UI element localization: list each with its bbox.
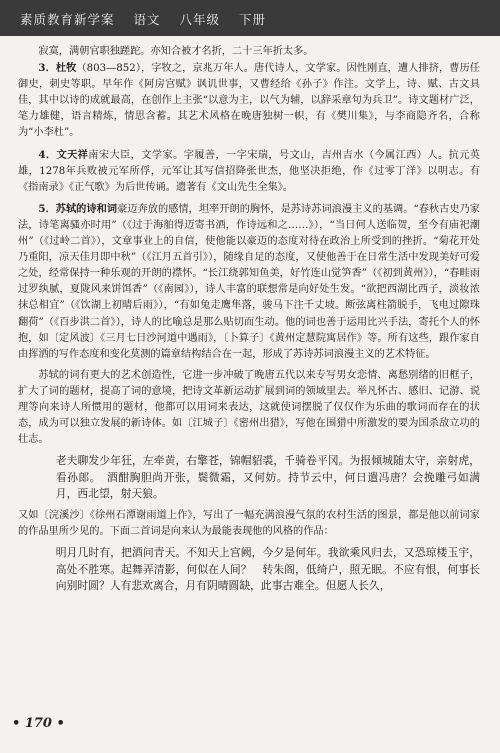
paragraph-wen-tianxiang-body: 南宋大臣，文学家。字履善，一字宋瑞，号文山，吉州吉水（今属江西）人。抗元英雄，1278年兵败被元军所俘，元军让其写信招降张世杰，他坚决拒绝，作《过零丁洋》以明志。有《指南录》《正气歌》为后世传诵。遗著有《文山先生全集》。 (18, 149, 480, 193)
section-heading-wen-tianxiang: 4．文天祥 (38, 148, 89, 161)
header-text (20, 10, 280, 28)
header-bar (0, 0, 500, 36)
paragraph-su-shi-poetry (18, 201, 480, 363)
paragraph-huanxisha: 又如〔浣溪沙〕《徐州石潭谢雨道上作》，写出了一幅充满浪漫气氛的农村生活的图景，都是他以前词家的作品里所少见的。下面二首词是向来认为最能表现他的风格的作品： (18, 510, 480, 538)
paragraph-wen-tianxiang (18, 147, 480, 196)
book-subject: 语文 (133, 12, 161, 27)
poem-shuidiaogetou: 明月几时有，把酒问青天。不知天上宫阙，今夕是何年。我欲乘风归去，又恐琼楼玉宇，高处不胜寒。起舞弄清影，何似在人间？ 转朱阁，低绮户，照无眠。不应有恨，何事长向别时圆？人有悲欢离合，月有阴晴圆缺，此事古难全。但愿人长久， (55, 546, 480, 593)
paragraph-su-shi-body: 豪迈奔放的感情，坦率开朗的胸怀，是苏诗苏词浪漫主义的基调。“春秋古史乃家法，诗笔离骚亦时用”（《过于海舶得迈寄书酒，作诗远和之……》），“当日何人送临贺，至今有庙祀潮州”（《过岭二首》），文章事业上的自信，使他能以豪迈的态度对待在政治上所受到的挫折。“菊花开处乃重阳，凉天佳月即中秋”（《江月五首引》），随缘自足的态度，又使他善于在日常生活中发现美好可爱之处，经常保持一种乐观的开朗的襟怀。“长江绕郭知鱼美，好竹连山觉笋香”（《初到黄州》），“春畦雨过罗纨腻，夏陇风来饼饵香”（《南园》），诗人丰富的联想常是向好处生发。“欲把西湖比西子，淡妆浓抹总相宜”（《饮湖上初晴后雨》），“有如兔走鹰隼落，骏马下注千丈坡。断弦离柱箭脱手，飞电过隙珠翻荷”（《百步洪二首》），诗人的比喻总是那么贴切而生动。他的词也善于运用比兴手法，寄托个人的怀抱，如〔定风波〕《三月七日沙河道中遇雨》，〔卜算子〕《黄州定慧院寓居作》等。所有这些，跟作家自由挥洒的写作态度和变化莫测的篇章结构结合在一起，形成了苏诗苏词浪漫主义的艺术特征。 (18, 203, 480, 360)
book-grade: 八年级 (179, 12, 221, 27)
paragraph-continued: 寂寞，满朝官职独蹉跎。亦知合被才名折，二十三年折太多。 (38, 46, 314, 57)
section-heading-du-mu: 3．杜牧 (38, 62, 77, 75)
page-content (18, 44, 480, 595)
page-number: • 170 • (12, 716, 65, 731)
paragraph-su-shi-ci: 苏轼的词有更大的艺术创造性，它进一步冲破了晚唐五代以来专写男女恋情、离愁别绪的旧框子，扩大了词的题材，提高了词的意境，把诗文革新运动扩展到词的领域里去。举凡怀古、感旧、记游、说理等向来诗人所惯用的题材，他都可以用词来表达，这就使词摆脱了仅仅作为乐曲的歌词而存在的状态，成为可以独立发展的新诗体。如〔江城子〕《密州出猎》，写他在围猎中所激发的要为国杀敌立功的壮志。 (18, 369, 480, 446)
book-series: 素质教育新学案 (20, 12, 115, 27)
section-heading-su-shi: 5．苏轼的诗和词 (38, 202, 118, 215)
poem-jiangchengzi: 老夫聊发少年狂，左牵黄，右擎苍，锦帽貂裘，千骑卷平冈。为报倾城随太守，亲射虎，看孙郎。 酒酣胸胆尚开张，鬓微霜，又何妨。持节云中，何日遣冯唐？会挽雕弓如满月，西北望，射天狼。 (55, 454, 480, 501)
paragraph-du-mu (18, 60, 480, 141)
book-volume: 下册 (239, 12, 267, 27)
paragraph-du-mu-body: （803—852），字牧之，京兆万年人。唐代诗人，文学家。因性刚直，遭人排挤，曹历任御史，刺史等职。早年作《阿房宫赋》讽讥世事，又曹经给《孙子》作注。文学上，诗、赋、古文具佳，其中以诗的成就最高，在创作上主张“以意为主，以气为辅，以辞采章句为兵卫”。诗文题材广泛，笔力雄健，语言精炼，情思含蓄。其艺术风格在晚唐独树一帜，有《樊川集》，与李商隐齐名，合称为“小李杜”。 (18, 63, 480, 139)
